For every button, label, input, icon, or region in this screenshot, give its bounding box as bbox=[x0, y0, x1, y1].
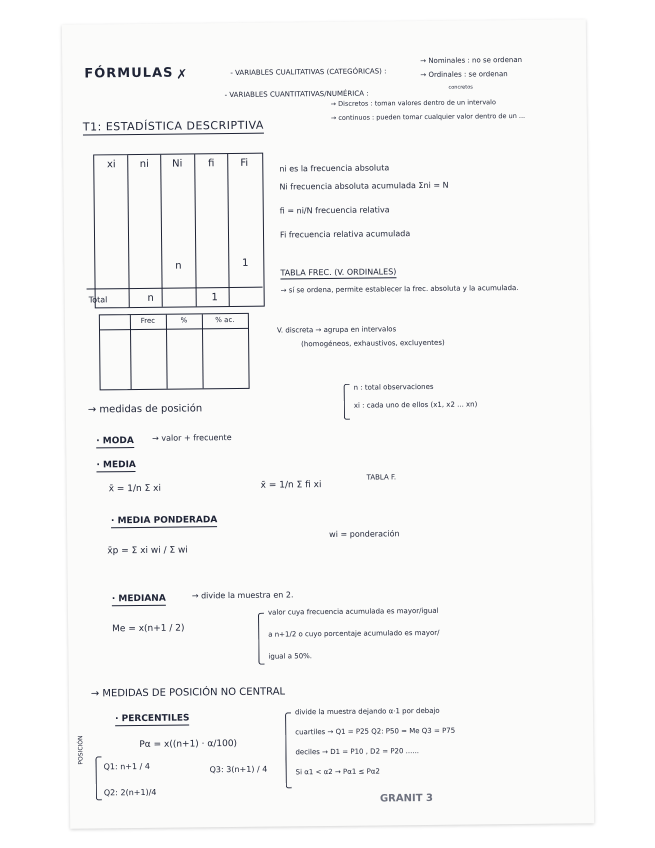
note-discretos: → Discretos : toman valores dentro de un intervalo bbox=[330, 98, 496, 108]
def-Fi: Fi frecuencia relativa acumulada bbox=[279, 229, 411, 240]
frequency-table bbox=[93, 153, 265, 309]
notebook-page bbox=[62, 19, 594, 828]
mediana-desc: → divide la muestra en 2. bbox=[191, 590, 294, 601]
media-ponderada-label: · MEDIA PONDERADA bbox=[110, 515, 218, 527]
note-ordinales: → Ordinales : se ordenan bbox=[420, 70, 508, 80]
grouped-table bbox=[99, 313, 250, 391]
total-label: Total bbox=[88, 295, 108, 305]
media-formula-1: x̄ = 1/n Σ xi bbox=[108, 483, 162, 495]
media-label: · MEDIA bbox=[96, 460, 136, 471]
note-cuantitativas: - VARIABLES CUANTITATIVAS/NUMÉRICA : bbox=[224, 89, 369, 100]
percentiles-desc-4: Si α1 < α2 → Pα1 ≤ Pα2 bbox=[295, 767, 380, 777]
total-f: 1 bbox=[211, 292, 218, 304]
media-formula-2: x̄ = 1/n Σ fi xi bbox=[260, 480, 322, 491]
header-pct: % bbox=[180, 316, 188, 325]
percentiles-brace bbox=[285, 712, 292, 788]
mediana-formula: Me = x(n+1 / 2) bbox=[112, 623, 185, 635]
moda-desc: → valor + frecuente bbox=[152, 433, 232, 443]
v-discreta-line2: (homogéneos, exhaustivos, excluyentes) bbox=[301, 338, 445, 349]
n-note: n : total observaciones bbox=[353, 382, 434, 392]
page-title: FÓRMULAS bbox=[84, 65, 174, 82]
moda-label: · MODA bbox=[96, 436, 134, 447]
footer-mark: GRANIT 3 bbox=[379, 792, 433, 805]
tabla-frec-title: TABLA FREC. (V. ORDINALES) bbox=[280, 267, 397, 278]
posicion-side-label: POSICIÓN bbox=[77, 735, 85, 765]
header-Ni: Ni bbox=[172, 158, 183, 170]
header-fi: fi bbox=[208, 158, 215, 170]
header-pct-ac: % ac. bbox=[215, 315, 235, 325]
q2: Q2: 2(n+1)/4 bbox=[103, 787, 157, 798]
header-ni: ni bbox=[139, 158, 149, 170]
header-xi: xi bbox=[106, 159, 116, 171]
media-ponderada-formula: x̄p = Σ xi wi / Σ wi bbox=[107, 545, 188, 557]
total-n: n bbox=[147, 292, 154, 304]
def-Ni: Ni frecuencia absoluta acumulada Σni = N bbox=[279, 180, 449, 192]
mediana-label: · MEDIANA bbox=[111, 593, 166, 605]
note-concretos: concretos bbox=[448, 84, 473, 91]
wi-note: wi = ponderación bbox=[329, 529, 400, 539]
brace bbox=[344, 384, 350, 420]
posicion-brace bbox=[95, 756, 101, 800]
header-frec: Frec bbox=[140, 316, 156, 325]
percentiles-formula: Pα = x((n+1) · α/100) bbox=[139, 738, 238, 750]
ni-sum: n bbox=[175, 260, 182, 272]
percentiles-desc-1: divide la muestra dejando α·1 por debajo bbox=[294, 706, 440, 717]
note-nominales: → Nominales : no se ordenan bbox=[420, 55, 523, 66]
def-fi: fi = ni/N frecuencia relativa bbox=[279, 205, 390, 216]
percentiles-desc-3: deciles → D1 = P10 , D2 = P20 ...... bbox=[295, 747, 420, 757]
note-continuos: → continuos : pueden tomar cualquier valor dentro de un ... bbox=[330, 111, 526, 122]
medidas-posicion-title: → medidas de posición bbox=[87, 403, 203, 416]
percentiles-desc-2: cuartiles → Q1 = P25 Q2: P50 = Me Q3 = P75 bbox=[295, 726, 456, 737]
media-tabla: TABLA F. bbox=[366, 473, 397, 482]
header-Fi: Fi bbox=[240, 157, 249, 169]
tabla-frec-note: → sí se ordena, permite establecer la frec. absoluta y la acumulada. bbox=[280, 283, 519, 295]
percentiles-label: · PERCENTILES bbox=[115, 713, 190, 725]
v-discreta-line1: V. discreta → agrupa en intervalos bbox=[276, 325, 397, 335]
mediana-brace bbox=[258, 613, 265, 665]
mediana-rule-2: a n+1/2 o cuyo porcentaje acumulado es mayor/ bbox=[268, 628, 440, 639]
q1: Q1: n+1 / 4 bbox=[103, 761, 150, 772]
xi-note: xi : cada uno de ellos (x1, x2 ... xn) bbox=[353, 400, 478, 410]
mediana-rule-1: valor cuya frecuencia acumulada es mayor/igual bbox=[267, 606, 439, 617]
title-mark: ✗ bbox=[176, 67, 188, 83]
Fi-last: 1 bbox=[242, 257, 249, 269]
note-cualitativas: - VARIABLES CUALITATIVAS (CATEGÓRICAS) : bbox=[230, 67, 387, 78]
def-ni: ni es la frecuencia absoluta bbox=[279, 163, 390, 174]
mediana-rule-3: igual a 50%. bbox=[268, 652, 313, 661]
q3: Q3: 3(n+1) / 4 bbox=[209, 764, 268, 775]
section-title: T1: ESTADÍSTICA DESCRIPTIVA bbox=[82, 118, 264, 134]
total-row bbox=[87, 287, 263, 312]
no-central-title: → MEDIDAS DE POSICIÓN NO CENTRAL bbox=[90, 686, 286, 700]
